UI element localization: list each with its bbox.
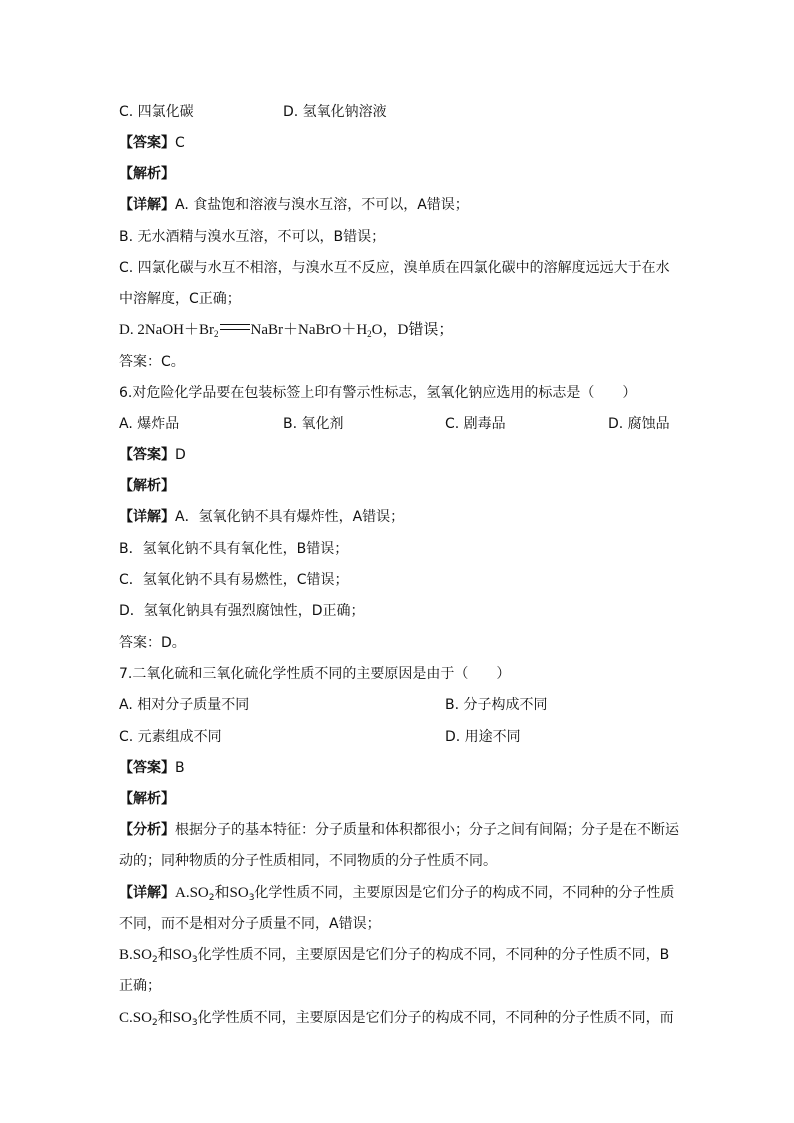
subscript: 2 — [151, 955, 158, 965]
q7-detail-a-line2: 不同，而不是相对分子质量不同，A错误； — [119, 916, 381, 932]
q5-answer-line — [119, 133, 185, 153]
q6-answer-line — [119, 445, 186, 465]
equation-subscript: 2 — [214, 329, 219, 339]
equals-sign-icon — [220, 324, 250, 330]
equation-middle: NaBr＋NaBrO＋H — [250, 322, 368, 338]
fenxi-label: 【分析】 — [119, 822, 175, 838]
q6-detail-a — [119, 507, 404, 527]
answer-value: C — [175, 135, 185, 151]
q7-detail-b-line1 — [119, 945, 669, 970]
q6-detail-c: C．氢氧化钠不具有易燃性，C错误； — [119, 572, 349, 588]
answer-value: B — [175, 760, 185, 776]
so2-formula: A.SO — [175, 885, 209, 901]
answer-label: 【答案】 — [119, 447, 175, 463]
subscript: 2 — [151, 1018, 158, 1028]
equation-prefix: D. 2NaOH＋Br — [119, 322, 214, 338]
q5-detail-d-equation — [119, 320, 453, 344]
subscript: 3 — [191, 955, 198, 965]
detail-text: A．氢氧化钠不具有爆炸性，A错误； — [175, 509, 405, 525]
q7-stem: 7.二氧化硫和三氧化硫化学性质不同的主要原因是由于（ ） — [119, 666, 511, 682]
answer-label: 【答案】 — [119, 135, 175, 151]
q5-analysis-label: 【解析】 — [119, 166, 175, 182]
q5-detail-a — [119, 195, 469, 215]
q5-detail-c-line1: C. 四氯化碳与水互不相溶，与溴水互不反应，溴单质在四氯化碳中的溶解度远远大于在水 — [119, 260, 670, 276]
detail-label: 【详解】 — [119, 885, 175, 901]
q7-detail-c-line1 — [119, 1008, 674, 1033]
q7-option-c: C. 元素组成不同 — [119, 729, 222, 745]
q5-option-d: D. 氢氧化钠溶液 — [283, 104, 387, 120]
q6-final-answer: 答案：D。 — [119, 635, 186, 651]
q6-option-c: C. 剧毒品 — [445, 416, 506, 432]
detail-text: 化学性质不同，主要原因是它们分子的构成不同，不同种的分子性质不同，B — [197, 947, 670, 963]
q7-answer-line — [119, 758, 185, 778]
so3-formula: 和SO — [157, 947, 192, 963]
so3-formula: 和SO — [214, 885, 249, 901]
q5-option-c: C. 四氯化碳 — [119, 104, 194, 120]
detail-text: A. 食盐饱和溶液与溴水互溶，不可以，A错误； — [175, 197, 469, 213]
q6-detail-b: B．氢氧化钠不具有氧化性，B错误； — [119, 541, 349, 557]
answer-label: 【答案】 — [119, 760, 175, 776]
q6-option-d: D. 腐蚀品 — [608, 416, 670, 432]
q7-option-a: A. 相对分子质量不同 — [119, 697, 250, 713]
detail-text: 化学性质不同，主要原因是它们分子的构成不同，不同种的分子性质不同，而 — [197, 1010, 674, 1026]
answer-value: D — [175, 447, 186, 463]
q7-analysis-label: 【解析】 — [119, 791, 175, 807]
q6-analysis-label: 【解析】 — [119, 478, 175, 494]
q6-stem: 6.对危险化学品要在包装标签上印有警示性标志，氢氧化钠应选用的标志是（ ） — [119, 385, 637, 401]
q7-fenxi-line1 — [119, 820, 679, 840]
q5-detail-c-line2: 中溶解度，C正确； — [119, 291, 241, 307]
q7-option-b: B. 分子构成不同 — [445, 697, 548, 713]
detail-label: 【详解】 — [119, 509, 175, 525]
q6-option-b: B. 氧化剂 — [283, 416, 344, 432]
q6-detail-d: D．氢氧化钠具有强烈腐蚀性，D正确； — [119, 603, 365, 619]
q5-final-answer: 答案：C。 — [119, 354, 185, 370]
equation-suffix: O，D错误； — [371, 322, 454, 338]
q6-option-a: A. 爆炸品 — [119, 416, 180, 432]
subscript: 3 — [248, 893, 255, 903]
so3-formula: 和SO — [157, 1010, 192, 1026]
subscript: 3 — [191, 1018, 198, 1028]
q7-detail-b-line2: 正确； — [119, 978, 161, 994]
equation-subscript: 2 — [367, 329, 372, 339]
detail-label: 【详解】 — [119, 197, 175, 213]
so2-formula: B.SO — [119, 947, 152, 963]
subscript: 2 — [208, 893, 215, 903]
detail-text: 化学性质不同，主要原因是它们分子的构成不同，不同种的分子性质 — [254, 885, 675, 901]
q7-fenxi-line2: 动的；同种物质的分子性质相同，不同物质的分子性质不同。 — [119, 853, 497, 869]
q7-detail-a-line1 — [119, 883, 674, 908]
q7-option-d: D. 用途不同 — [445, 729, 521, 745]
fenxi-text: 根据分子的基本特征：分子质量和体积都很小；分子之间有间隔；分子是在不断运 — [175, 822, 679, 838]
q5-detail-b: B. 无水酒精与溴水互溶，不可以，B错误； — [119, 229, 386, 245]
so2-formula: C.SO — [119, 1010, 152, 1026]
